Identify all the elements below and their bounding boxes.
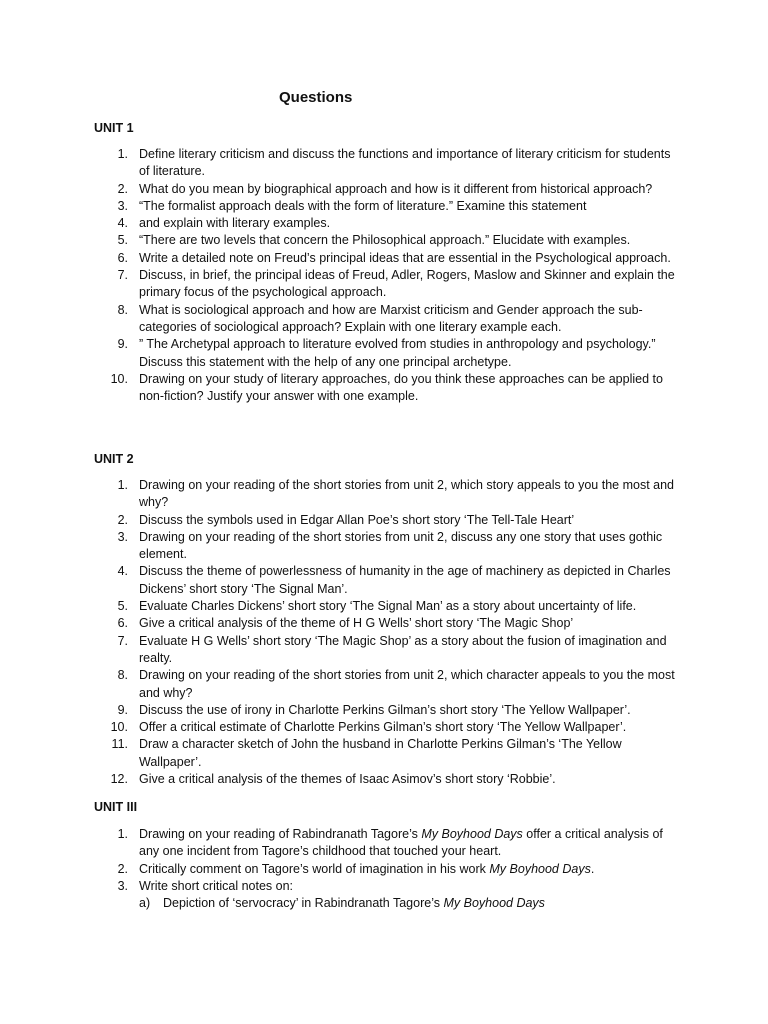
list-item [94, 302, 684, 337]
question-text: Discuss the theme of powerlessness of humanity in the age of machinery as depicted in Charles Dickens’ short story ‘The Signal Man’. [139, 564, 671, 596]
question-text: Give a critical analysis of the theme of H G Wells’ short story ‘The Magic Shop’ [139, 616, 574, 631]
question-number: 2. [117, 181, 128, 196]
list-item [94, 667, 684, 702]
question-text-start: Critically comment on Tagore’s world of imagination in his work [139, 861, 490, 876]
question-text: Drawing on your reading of the short stories from unit 2, which character appeals to you the most and why? [139, 668, 675, 700]
list-item [94, 598, 684, 615]
list-item [94, 633, 684, 668]
question-number: 12. [110, 772, 128, 787]
question-text: Write a detailed note on Freud’s principal ideas that are essential in the Psychological approach. [139, 250, 671, 265]
question-number: 1. [117, 827, 128, 841]
question-text: Give a critical analysis of the themes of Isaac Asimov’s short story ‘Robbie’. [139, 772, 556, 787]
question-text: Discuss the use of irony in Charlotte Perkins Gilman’s short story ‘The Yellow Wallpaper’. [139, 702, 631, 717]
question-text: “There are two levels that concern the Philosophical approach.” Elucidate with examples. [139, 233, 631, 248]
sub-question-text: Depiction of ‘servocracy’ in Rabindranath Tagore’s [163, 896, 444, 910]
list-item [94, 477, 684, 512]
list-item [94, 771, 684, 788]
question-number: 6. [117, 250, 128, 265]
question-number: 2. [117, 861, 128, 876]
question-number: 5. [117, 599, 128, 614]
book-title: My Boyhood Days [443, 896, 545, 910]
question-number: 7. [117, 633, 128, 648]
question-number: 6. [117, 616, 128, 631]
question-text: What is sociological approach and how are Marxist criticism and Gender approach the sub-categories of sociological approach? Explain with one literary example each. [139, 302, 643, 334]
question-number: 8. [117, 302, 128, 317]
question-number: 8. [117, 668, 128, 683]
question-number: 2. [117, 512, 128, 527]
sub-question-a [139, 895, 545, 912]
question-text: ” The Archetypal approach to literature evolved from studies in anthropology and psychology.” Discuss this statement with the help of any one principal archetype. [139, 337, 656, 369]
list-item [94, 232, 684, 249]
question-number: 3. [117, 529, 128, 544]
list-item [94, 826, 684, 861]
book-title: My Boyhood Days [489, 861, 591, 876]
list-item [94, 529, 684, 564]
question-text: Discuss the symbols used in Edgar Allan Poe’s short story ‘The Tell-Tale Heart’ [139, 512, 575, 527]
question-number: 11. [111, 737, 128, 752]
list-item [94, 250, 684, 267]
question-number: 4. [117, 216, 128, 231]
question-text: Discuss, in brief, the principal ideas of Freud, Adler, Rogers, Maslow and Skinner and explain the primary focus of the psychological approach. [139, 268, 675, 300]
question-number: 1. [117, 478, 128, 492]
list-item [94, 878, 684, 895]
question-number: 7. [117, 268, 128, 283]
unit-2-heading: UNIT 2 [94, 452, 134, 466]
unit-1-heading: UNIT 1 [94, 121, 134, 135]
list-item [94, 336, 684, 371]
question-text: Drawing on your reading of the short stories from unit 2, which story appeals to you the most and why? [139, 478, 674, 510]
list-item [94, 512, 684, 529]
question-number: 9. [117, 337, 128, 352]
question-text: Draw a character sketch of John the husband in Charlotte Perkins Gilman’s ‘The Yellow Wallpaper’. [139, 737, 622, 769]
question-number: 1. [117, 147, 128, 161]
page-title: Questions [279, 89, 353, 106]
question-text: Define literary criticism and discuss the functions and importance of literary criticism for students of literature. [139, 147, 671, 179]
question-number: 10. [110, 371, 128, 386]
question-text: and explain with literary examples. [139, 216, 331, 231]
unit-2-question-list [94, 477, 684, 788]
question-number: 10. [110, 720, 128, 735]
book-title: My Boyhood Days [421, 827, 523, 841]
question-number: 4. [117, 564, 128, 579]
list-item [94, 861, 684, 878]
list-item [94, 719, 684, 736]
question-text: “The formalist approach deals with the form of literature.” Examine this statement [139, 198, 587, 213]
question-text-end: . [590, 861, 595, 876]
unit-3-question-list [94, 826, 684, 895]
list-item [94, 702, 684, 719]
sub-question-letter: a) [139, 896, 151, 910]
question-text: What do you mean by biographical approach and how is it different from historical approach? [139, 181, 653, 196]
question-number: 3. [117, 198, 128, 213]
question-text: Offer a critical estimate of Charlotte Perkins Gilman’s short story ‘The Yellow Wallpaper’. [139, 720, 627, 735]
list-item [94, 146, 684, 181]
question-text: Drawing on your study of literary approaches, do you think these approaches can be applied to non-fiction? Justify your answer with one example. [139, 371, 663, 404]
list-item [94, 198, 684, 215]
list-item [94, 563, 684, 598]
list-item [94, 615, 684, 632]
question-text: Drawing on your reading of the short stories from unit 2, discuss any one story that uses gothic element. [139, 529, 663, 562]
question-text-start: Drawing on your reading of Rabindranath Tagore’s [139, 827, 422, 841]
unit-1-question-list [94, 146, 684, 405]
list-item [94, 736, 684, 771]
question-text: Write short critical notes on: [139, 878, 293, 893]
question-number: 9. [117, 702, 128, 717]
question-text: Evaluate H G Wells’ short story ‘The Magic Shop’ as a story about the fusion of imagination and realty. [139, 633, 667, 665]
list-item [94, 181, 684, 198]
list-item [94, 215, 684, 232]
list-item [94, 371, 684, 406]
question-number: 5. [117, 233, 128, 248]
question-number: 3. [117, 878, 128, 893]
unit-3-heading: UNIT III [94, 800, 138, 814]
question-text-end: offer a critical analysis of any one incident from Tagore’s childhood that touched your heart. [139, 827, 663, 859]
list-item [94, 267, 684, 302]
question-text: Evaluate Charles Dickens’ short story ‘The Signal Man’ as a story about uncertainty of life. [139, 599, 637, 614]
